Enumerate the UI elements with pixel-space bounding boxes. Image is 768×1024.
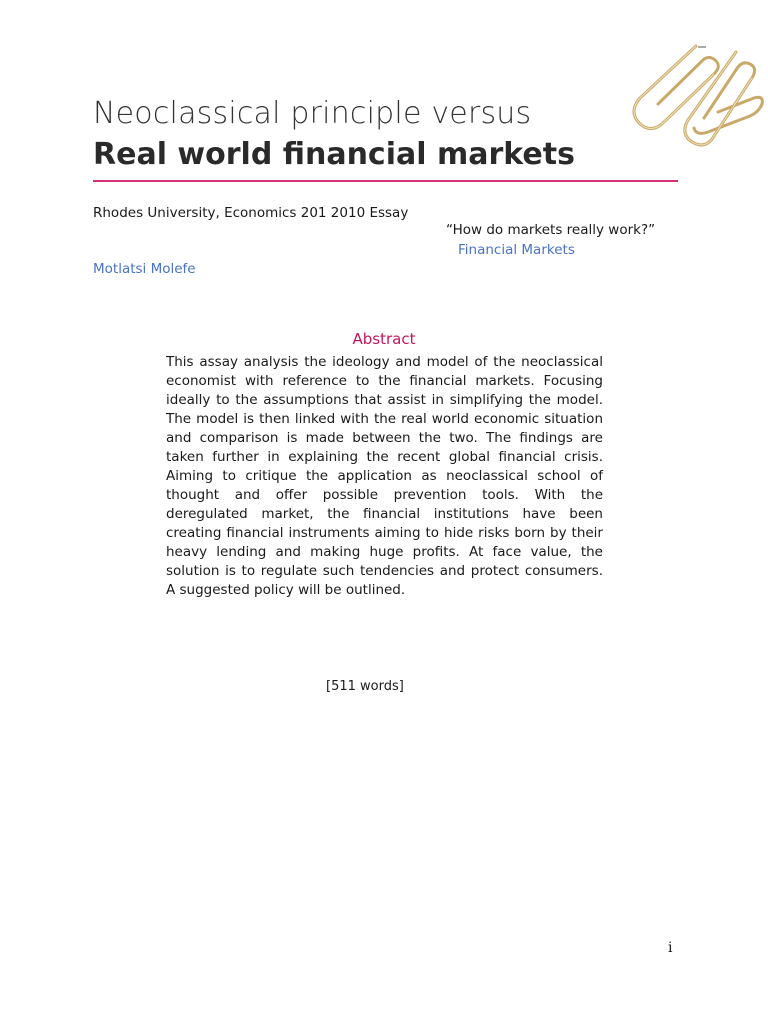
abstract-heading-text: Abstract	[352, 330, 416, 348]
title-line-2: Real world financial markets	[93, 137, 575, 172]
title-line-1: Neoclassical principle versus	[93, 96, 532, 131]
page-number: i	[668, 940, 673, 956]
author-name: Motlatsi Molefe	[93, 261, 196, 277]
essay-question: “How do markets really work?”	[446, 222, 656, 238]
word-count: [511 words]	[326, 679, 404, 694]
course-subtitle: Rhodes University, Economics 201 2010 Essay	[93, 205, 409, 221]
abstract-body: This assay analysis the ideology and model of the neoclassical economist with reference to the financial markets. Focusing ideally to the assumptions that assist in simplifying the model. The model is then linked with the real world economic situation and comparison is made between the two. The findings are taken further in explaining the recent global financial crisis. Aiming to critique the application as neoclassical school of thought and offer possible prevention tools. With the deregulated market, the financial institutions have been creating financial instruments aiming to hide risks born by their heavy lending and making huge profits. At face value, the solution is to regulate such tendencies and protect consumers. A suggested policy will be outlined.	[166, 354, 603, 598]
title-divider	[93, 180, 678, 182]
topic-label: Financial Markets	[458, 242, 575, 258]
abstract-heading	[0, 330, 768, 348]
paperclip-icon	[618, 38, 768, 168]
